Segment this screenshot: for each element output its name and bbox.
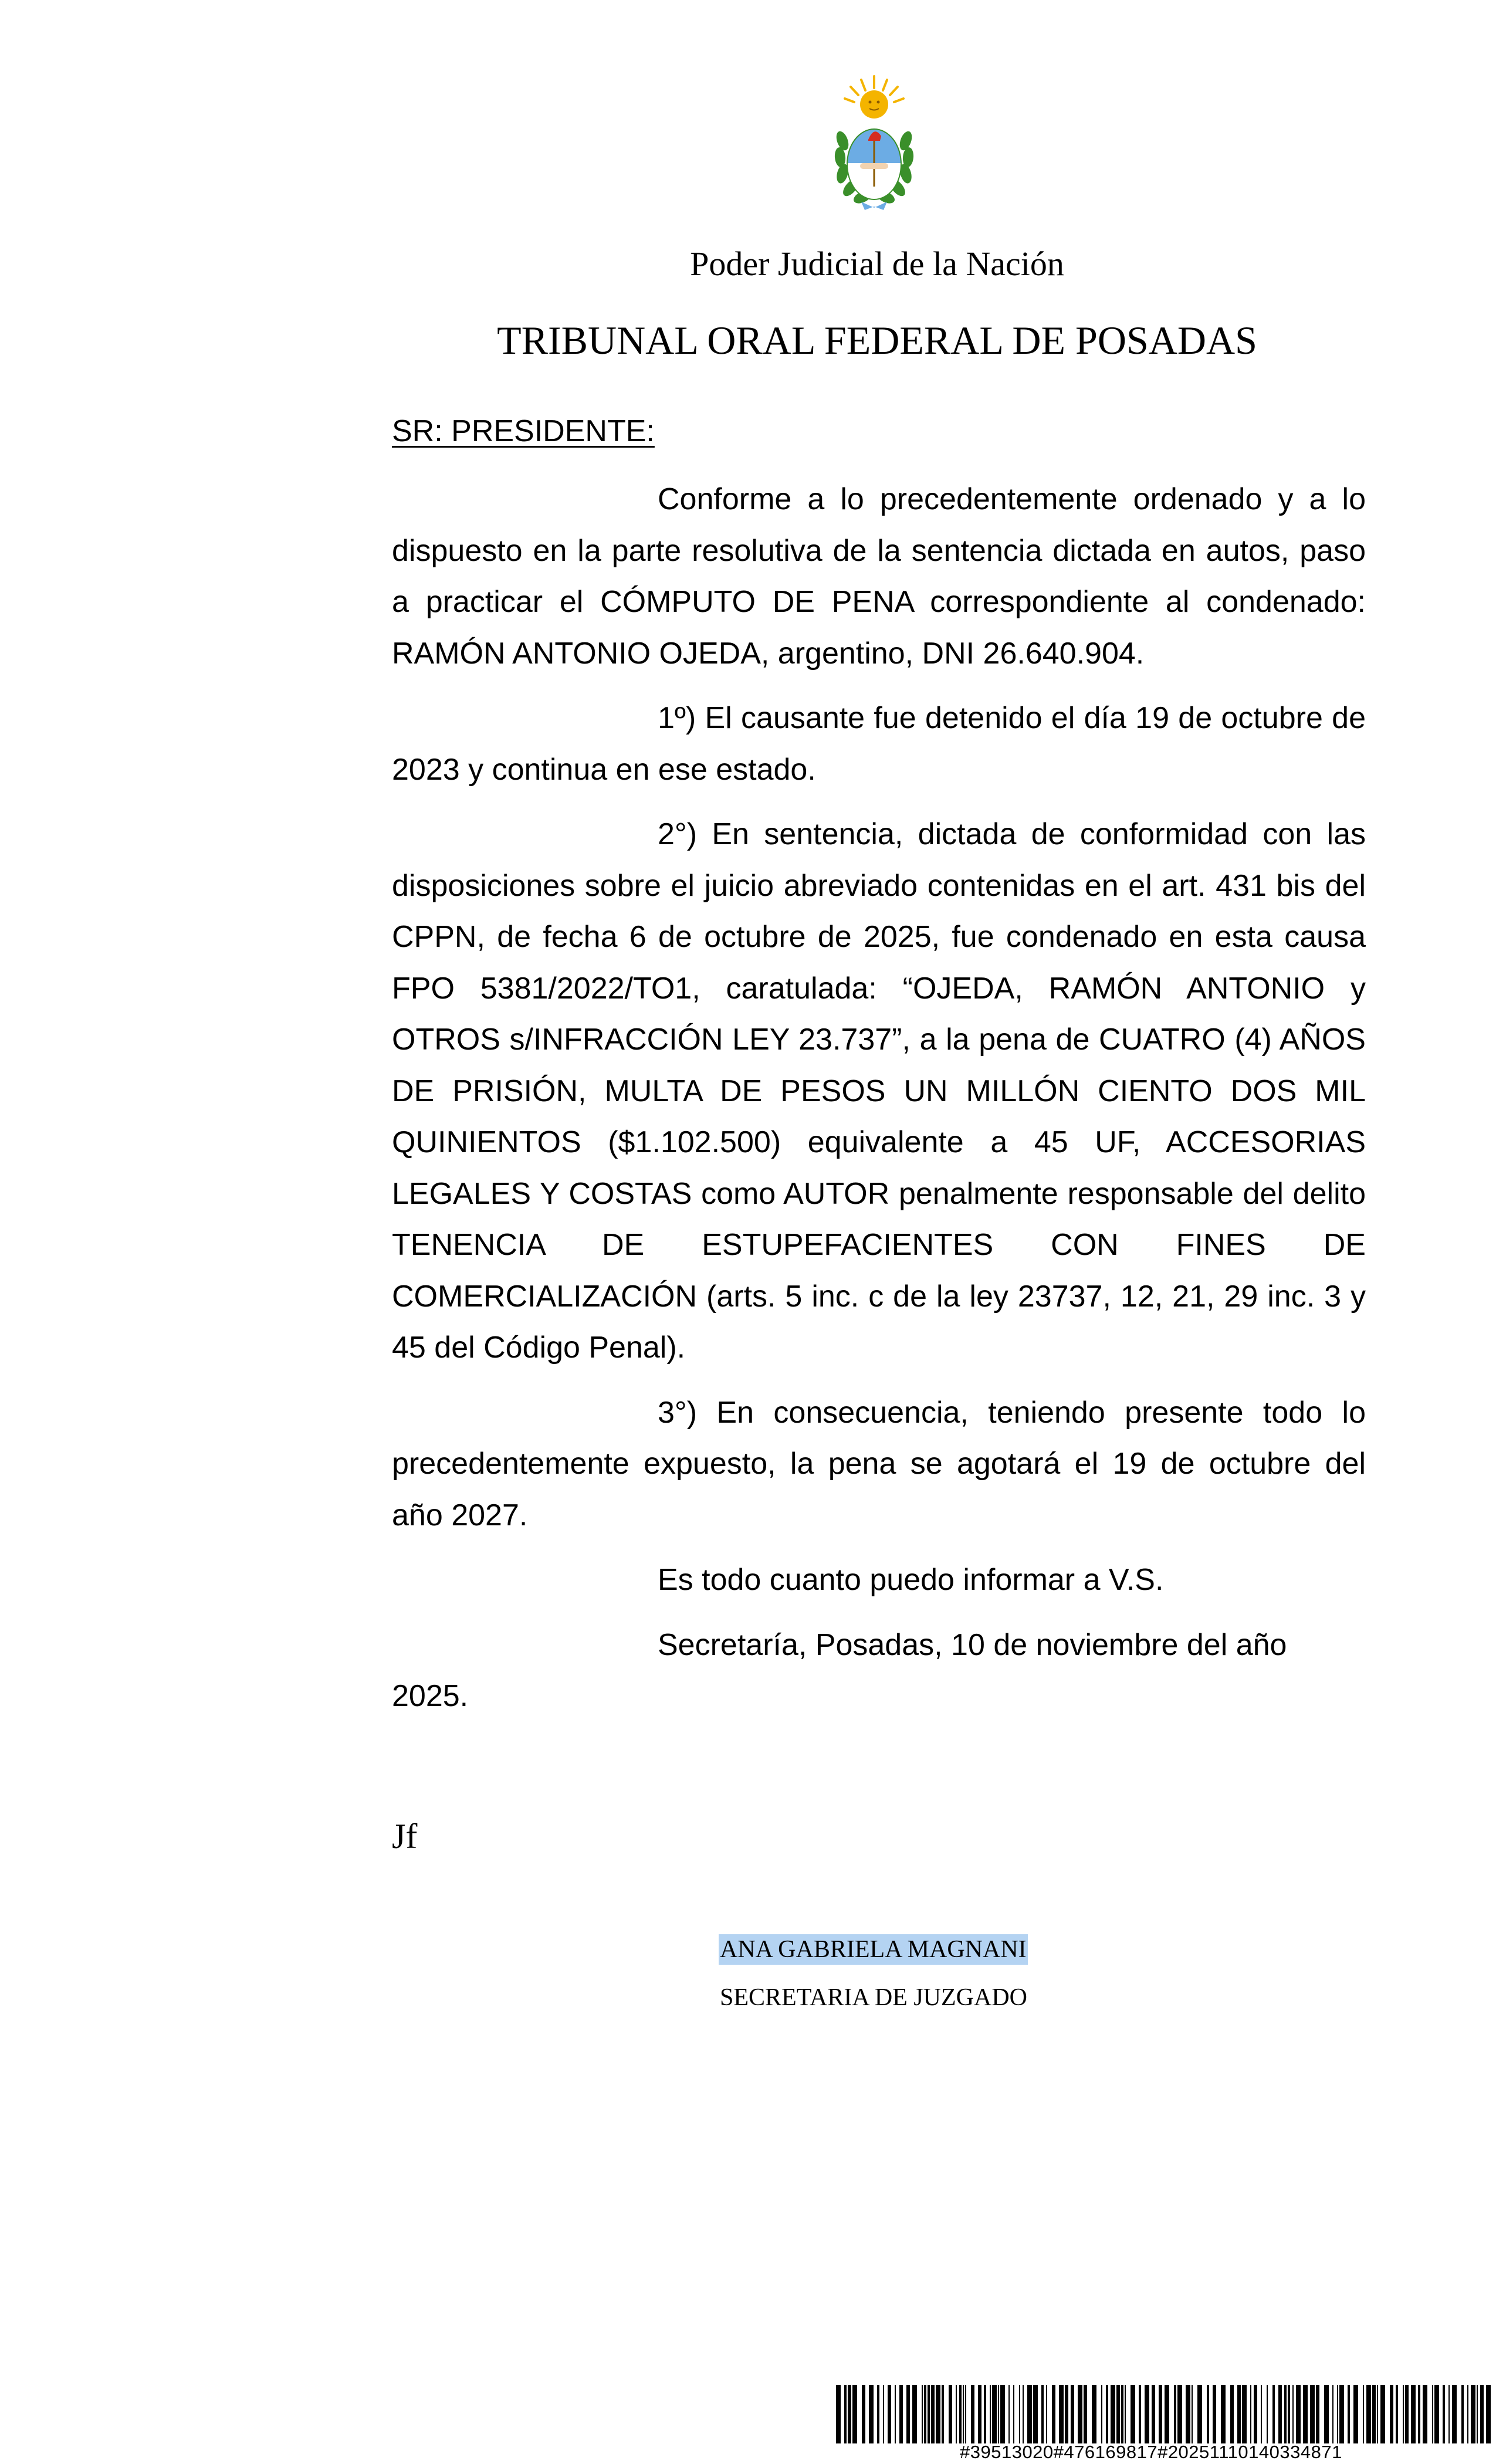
author-initials: Jf — [392, 1817, 418, 1856]
paragraph-point-1: 1º) El causante fue detenido el día 19 de octubre de 2023 y continua en ese estado. — [392, 701, 1366, 787]
paragraph-point-3: 3°) En consecuencia, teniendo presente todo lo precedentemente expuesto, la pena se agotará el 19 de octubre del año 2027. — [392, 1395, 1366, 1532]
coat-of-arms-icon — [827, 75, 921, 211]
institution-heading: Poder Judicial de la Nación — [690, 245, 1064, 283]
barcode-icon — [836, 2385, 1496, 2443]
document-body — [392, 474, 1366, 1736]
paragraph-intro: Conforme a lo precedentemente ordenado y a lo dispuesto en la parte resolutiva de la sentencia dictada en autos, paso a practicar el CÓMPUTO DE PENA correspondiente al condenado: RAMÓN ANTONIO OJEDA, argentino, DNI 26.640.904. — [392, 482, 1366, 671]
signer-title: SECRETARIA DE JUZGADO — [720, 1984, 1027, 2011]
paragraph-point-2: 2°) En sentencia, dictada de conformidad con las disposiciones sobre el juicio abreviado contenidas en el art. 431 bis del CPPN, de fecha 6 de octubre de 2025, fue condenado en esta causa FPO 5381/2022/TO1, caratulada: “OJEDA, RAMÓN ANTONIO y OTROS s/INFRACCIÓN LEY 23.737”, a la pena de CUATRO (4) AÑOS DE PRISIÓN, MULTA DE PESOS UN MILLÓN CIENTO DOS MIL QUINIENTOS ($1.102.500) equivalente a 45 UF, ACCESORIAS LEGALES Y COSTAS como AUTOR penalmente responsable del delito TENENCIA DE ESTUPEFACIENTES CON FINES DE COMERCIALIZACIÓN (arts. 5 inc. c de la ley 23737, 12, 21, 29 inc. 3 y 45 del Código Penal). — [392, 817, 1366, 1365]
closing-place-date: Secretaría, Posadas, 10 de noviembre del año 2025. — [392, 1627, 1287, 1713]
signer-name[interactable]: ANA GABRIELA MAGNANI — [719, 1934, 1028, 1965]
court-heading: TRIBUNAL ORAL FEDERAL DE POSADAS — [497, 318, 1257, 363]
closing-report: Es todo cuanto puedo informar a V.S. — [658, 1563, 1164, 1597]
salutation: SR: PRESIDENTE: — [392, 414, 655, 448]
barcode-number: #39513020#476169817#20251110140334871 — [960, 2442, 1342, 2462]
